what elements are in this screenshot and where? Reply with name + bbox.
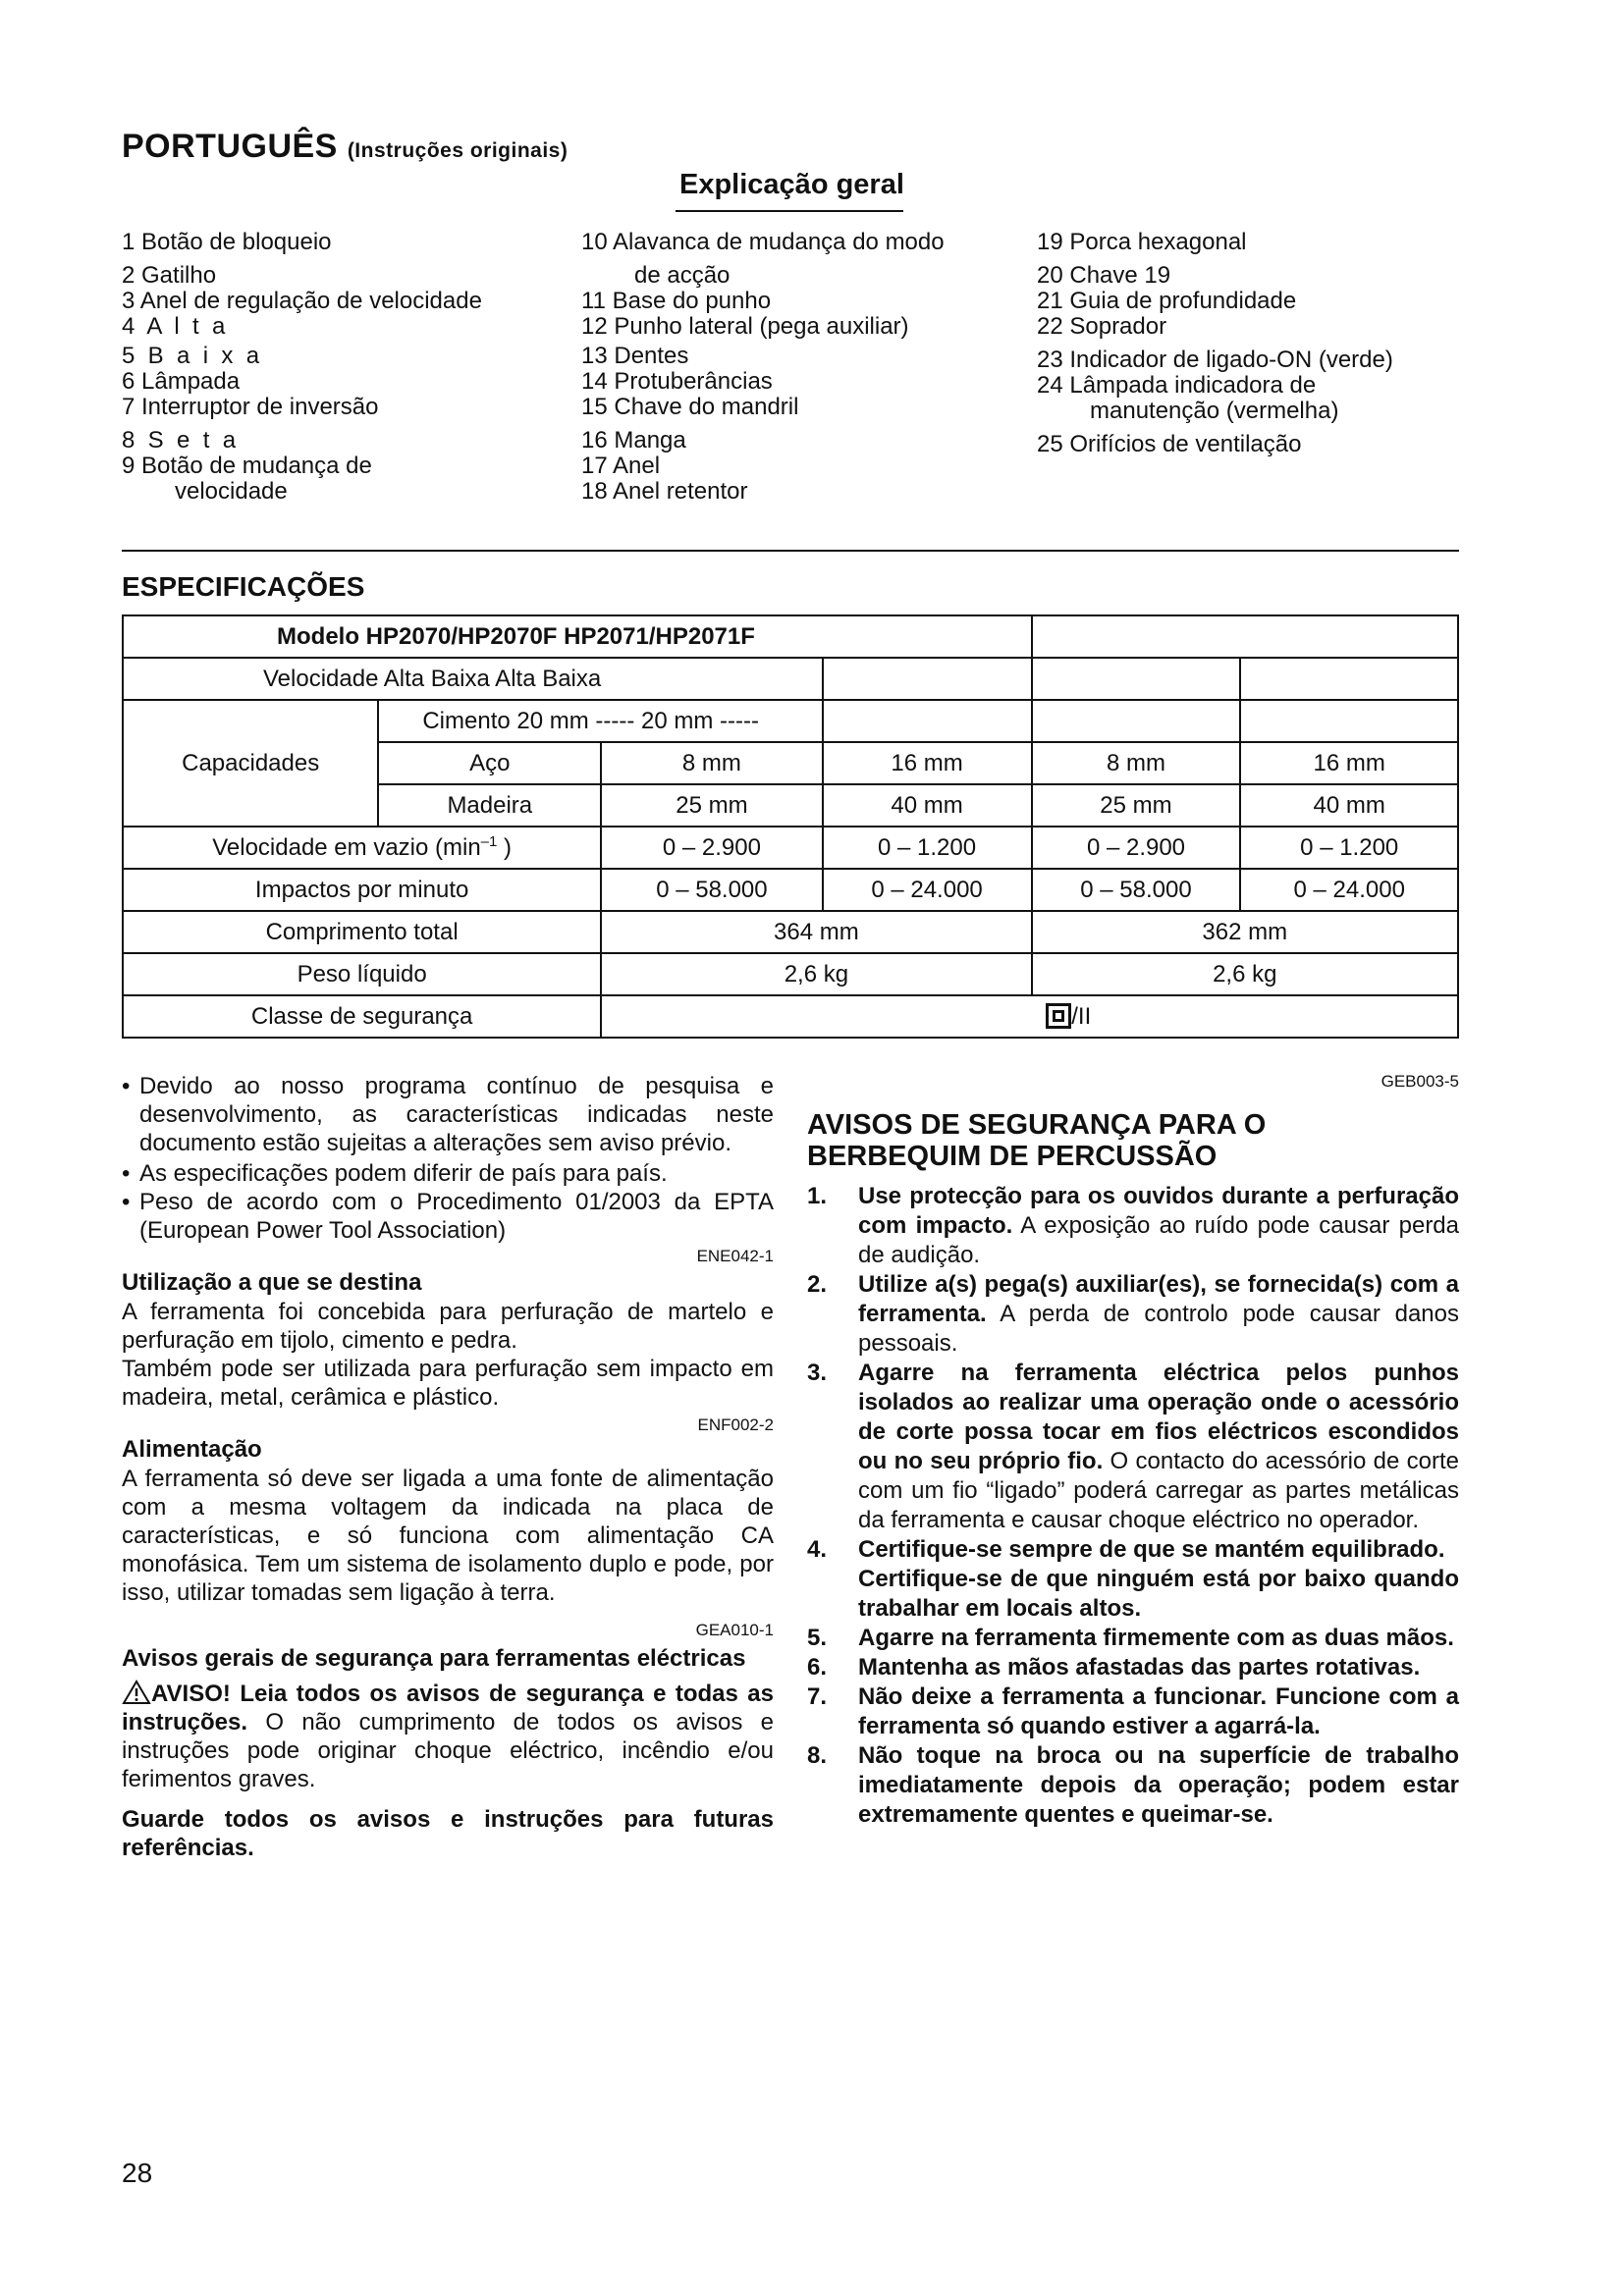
cement-cell: Cimento 20 mm ----- 20 mm ----- [378,700,822,742]
model-cell: Modelo HP2070/HP2070F HP2071/HP2071F [123,615,1032,658]
intended-use-paragraph: A ferramenta foi concebida para perfuração de martelo e perfuração em tijolo, cimento e pedra. [122,1299,774,1354]
legend-item: 14 Protuberâncias [581,368,773,395]
legend-item: 6 Lâmpada [122,368,241,395]
empty-cell [1032,658,1241,700]
empty-cell [1240,700,1458,742]
table-cell: 8 mm [601,742,822,784]
table-cell: 2,6 kg [601,953,1031,995]
table-cell: 2,6 kg [1032,953,1458,995]
specifications-title: ESPECIFICAÇÕES [122,571,365,602]
reference-code: GEB003-5 [1380,1072,1459,1091]
table-row [123,615,1458,658]
list-item: 7. Não deixe a ferramenta a funcionar. Funcione com a ferramenta só quando estiver a agarrá-la. [807,1683,1459,1739]
table-cell: 0 – 1.200 [1240,827,1458,869]
legend-item: 23 Indicador de ligado-ON (verde) [1037,347,1393,373]
list-item: 5. Agarre na ferramenta firmemente com as duas mãos. [807,1625,1454,1651]
legend-item: 11 Base do punho [581,288,772,314]
table-cell: 40 mm [1240,784,1458,827]
table-cell: 25 mm [1032,784,1241,827]
length-label: Comprimento total [123,911,601,953]
power-supply-paragraph: A ferramenta só deve ser ligada a uma fonte de alimentação com a mesma voltagem da indicada na placa de características, e só funciona com alimentação CA monofásica. Tem um sistema de isolamento duplo e pode, por isso, utilizar tomadas sem ligação à terra. [122,1466,774,1606]
legend-item: 15 Chave do mandril [581,394,799,420]
list-item: 1. Use protecção para os ouvidos durante a perfuração com impacto. A exposição ao ruído pode causar perda de audição. [807,1183,1460,1268]
empty-cell [823,658,1032,700]
table-cell: 8 mm [1032,742,1241,784]
noload-label-sup: –1 [480,833,498,850]
class-label: Classe de segurança [123,995,601,1038]
legend-item: 19 Porca hexagonal [1037,229,1247,255]
legend-item: 1 Botão de bloqueio [122,229,332,255]
note-item: • Devido ao nosso programa contínuo de pesquisa e desenvolvimento, as características indicadas neste documento estão sujeitas a alterações sem aviso prévio. [122,1072,774,1157]
note-item: • Peso de acordo com o Procedimento 01/2003 da EPTA (European Power Tool Association) [122,1188,774,1245]
double-insulation-icon [1046,1003,1071,1029]
specifications-table [122,614,1459,1039]
legend-item: 10 Alavanca de mudança do modo [581,229,945,255]
class-value: /II [1071,1002,1092,1030]
table-row [123,953,1458,995]
noload-label [123,827,601,869]
language-heading [122,128,568,166]
table-cell: 0 – 2.900 [1032,827,1241,869]
legend-item: 22 Soprador [1037,313,1167,340]
legend-item: 8 S e t a [122,427,237,454]
legend-column-3 [1037,228,1393,459]
reference-code: ENF002-2 [697,1415,774,1434]
noload-label-text: Velocidade em vazio (min [212,834,481,861]
reference-code: GEA010-1 [695,1621,774,1639]
table-cell: 0 – 2.900 [601,827,822,869]
table-cell: 16 mm [823,742,1032,784]
legend-item: 12 Punho lateral (pega auxiliar) [581,313,909,340]
table-cell: 0 – 24.000 [1240,869,1458,911]
warning-paragraph [122,1680,774,1793]
legend-title: Explicação geral [679,169,904,200]
warning-triangle-icon [122,1680,151,1705]
safety-warnings-list [807,1182,1459,1830]
table-cell: 364 mm [601,911,1031,953]
empty-cell [1240,658,1458,700]
legend-item: 4 A l t a [122,313,226,340]
table-cell: 40 mm [823,784,1032,827]
legend-item: 17 Anel [581,453,661,479]
wood-label: Madeira [378,784,601,827]
note-item: • As especificações podem diferir de país para país. [122,1159,774,1188]
empty-cell [601,658,822,700]
left-column [122,1072,774,1862]
legend-item: manutenção (vermelha) [1090,398,1339,424]
legend-column-2 [581,228,945,507]
list-item: 2. Utilize a(s) pega(s) auxiliar(es), se fornecida(s) com a ferramenta. A perda de controlo pode causar danos pessoais. [807,1271,1459,1357]
table-row [123,869,1458,911]
empty-cell [1032,615,1458,658]
table-cell: 0 – 58.000 [601,869,822,911]
legend-item: 18 Anel retentor [581,478,748,505]
warning-rest: O não cumprimento de todos os avisos e instruções pode originar choque eléctrico, incêndio e/ou ferimentos graves. [122,1709,774,1792]
table-row [123,827,1458,869]
legend-item: 2 Gatilho [122,262,217,289]
legend-column-1 [122,228,482,507]
language-title: PORTUGUÊS [122,128,338,165]
empty-cell [823,700,1032,742]
section-divider [122,550,1459,552]
legend-item: 21 Guia de profundidade [1037,288,1297,314]
legend-item: 3 Anel de regulação de velocidade [122,288,482,314]
table-row [123,658,1458,700]
table-cell: 25 mm [601,784,822,827]
steel-label: Aço [378,742,601,784]
legend-item: de acção [634,262,731,289]
legend-item: 25 Orifícios de ventilação [1037,431,1302,457]
legend-item: 5 B a i x a [122,343,260,369]
right-column [807,1072,1459,1830]
empty-cell [1032,700,1241,742]
warning-bold: AVISO! Leia todos os avisos de segurança e todas as instruções. [122,1681,774,1735]
list-item: 4. Certifique-se sempre de que se mantém equilibrado. Certifique-se de que ninguém está por baixo quando trabalhar em locais altos. [807,1536,1459,1622]
language-subtitle: (Instruções originais) [347,139,568,162]
page-number: 28 [122,2158,153,2188]
table-row [123,700,1458,742]
table-cell: 16 mm [1240,742,1458,784]
table-cell: 0 – 58.000 [1032,869,1241,911]
legend-item: 13 Dentes [581,343,689,369]
intended-use-title: Utilização a que se destina [122,1269,422,1296]
legend-item: velocidade [175,478,288,505]
legend-item: 20 Chave 19 [1037,262,1171,289]
legend-item: 16 Manga [581,427,686,454]
keep-instructions: Guarde todos os avisos e instruções para futuras referências. [122,1806,774,1861]
table-cell: 0 – 1.200 [823,827,1032,869]
intended-use-paragraph-2: Também pode ser utilizada para perfuração sem impacto em madeira, metal, cerâmica e plástico. [122,1356,774,1411]
capacities-label: Capacidades [123,700,378,827]
table-cell: 0 – 24.000 [823,869,1032,911]
speed-cell: Velocidade Alta Baixa Alta Baixa [123,658,601,700]
impacts-label: Impactos por minuto [123,869,601,911]
general-warnings-title: Avisos gerais de segurança para ferramentas eléctricas [122,1645,746,1672]
legend-item: 24 Lâmpada indicadora de [1037,372,1317,399]
list-item: 8. Não toque na broca ou na superfície de trabalho imediatamente depois da operação; podem estar extremamente quentes e queimar-se. [807,1742,1459,1828]
table-row [123,911,1458,953]
table-cell: 362 mm [1032,911,1458,953]
reference-code: ENE042-1 [696,1247,774,1265]
table-row [123,995,1458,1038]
legend-item: 9 Botão de mudança de [122,453,372,479]
hammer-drill-warnings-title: AVISOS DE SEGURANÇA PARA O BERBEQUIM DE PERCUSSÃO [807,1109,1267,1172]
class-cell [601,995,1458,1038]
weight-label: Peso líquido [123,953,601,995]
legend-item: 7 Interruptor de inversão [122,394,379,420]
list-item: 3. Agarre na ferramenta eléctrica pelos punhos isolados ao realizar uma operação onde o acessório de corte possa tocar em fios eléctricos escondidos ou no seu próprio fio. O contacto do acessório de corte com um fio “ligado” poderá carregar as partes metálicas da ferramenta e causar choque eléctrico no operador. [807,1360,1459,1533]
list-item: 6. Mantenha as mãos afastadas das partes rotativas. [807,1654,1421,1681]
power-supply-title: Alimentação [122,1436,262,1463]
noload-label-close: ) [497,834,513,861]
legend-title-underline [676,210,903,212]
